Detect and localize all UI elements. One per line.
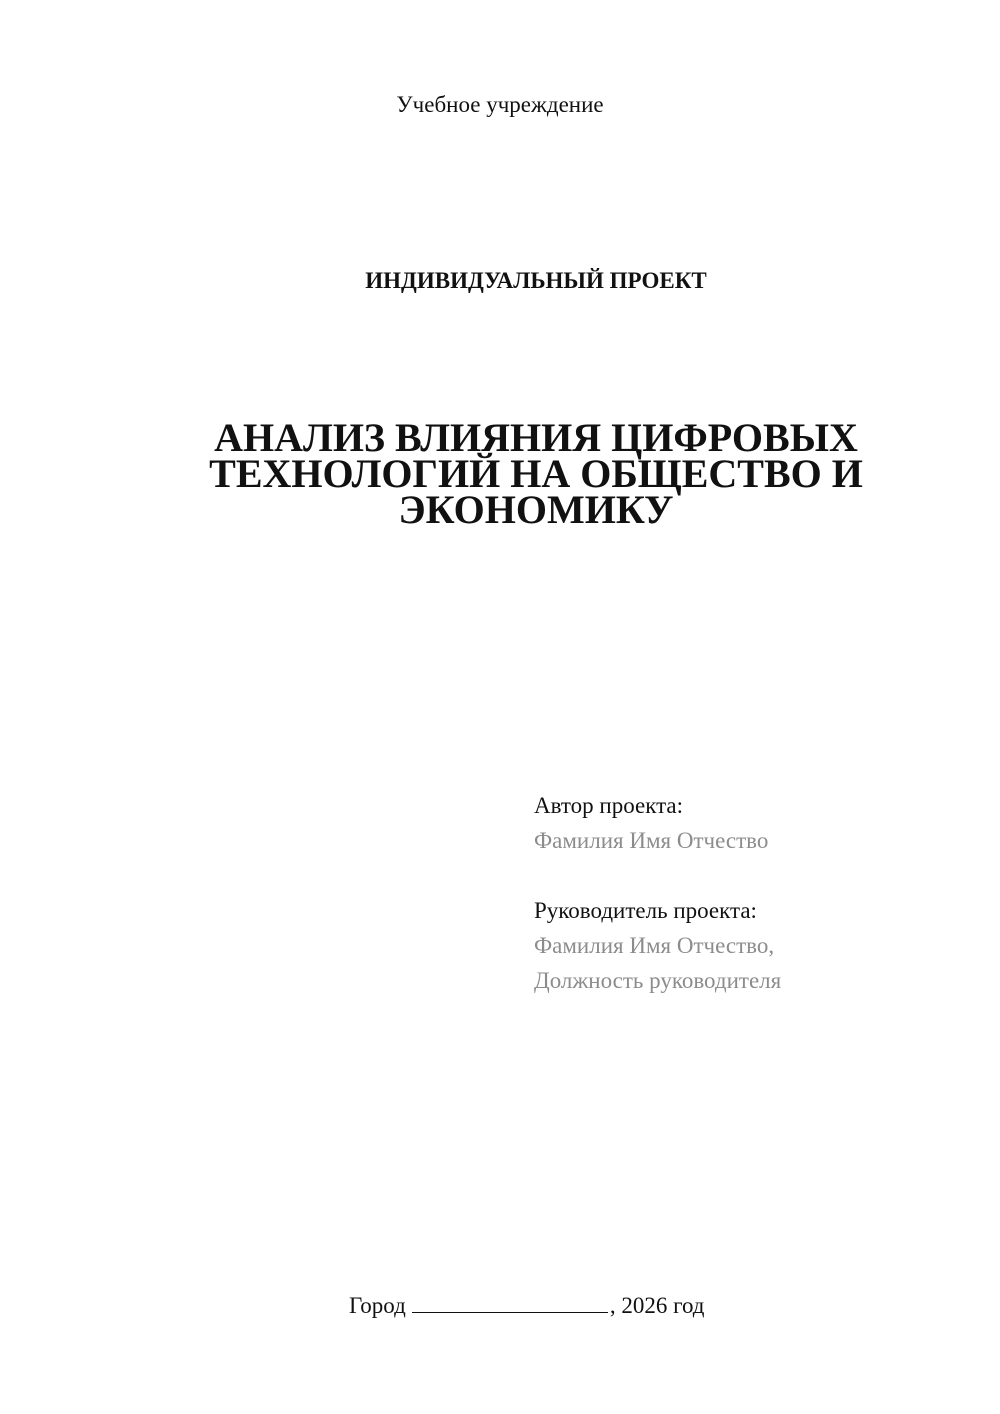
supervisor-name: Фамилия Имя Отчество,: [534, 933, 775, 958]
city-blank-line: [412, 1290, 608, 1313]
author-label: Автор проекта:: [534, 793, 683, 818]
project-info-block: [534, 788, 974, 998]
project-title-line-2: ТЕХНОЛОГИЙ НА ОБЩЕСТВО И: [209, 451, 863, 496]
supervisor-position: Должность руководителя: [534, 968, 782, 993]
project-title: [36, 415, 1000, 532]
project-type: ИНДИВИДУАЛЬНЫЙ ПРОЕКТ: [365, 268, 707, 293]
year-text: , 2026 год: [609, 1293, 705, 1318]
spacer: [534, 858, 974, 893]
institution-name: Учебное учреждение: [396, 92, 604, 117]
city-label: Город: [349, 1293, 406, 1318]
supervisor-label: Руководитель проекта:: [534, 898, 757, 923]
author-name: Фамилия Имя Отчество: [534, 828, 769, 853]
footer-city-year: [349, 1290, 704, 1321]
project-title-line-3: ЭКОНОМИКУ: [398, 487, 674, 532]
project-title-line-1: АНАЛИЗ ВЛИЯНИЯ ЦИФРОВЫХ: [214, 415, 858, 460]
